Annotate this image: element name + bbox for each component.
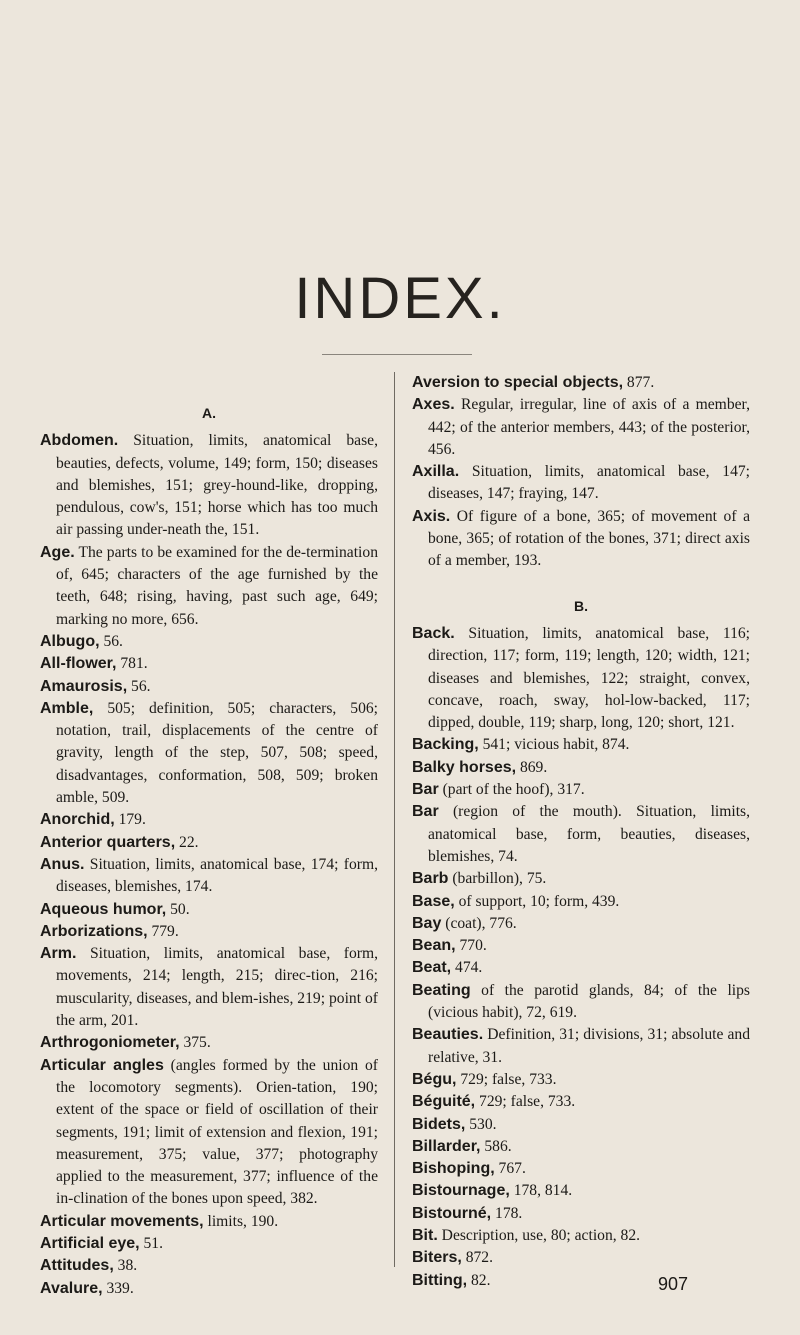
title-rule [322, 354, 472, 355]
index-entry [40, 1255, 378, 1277]
entry-text: Situation, limits, anatomical base, 174; form, diseases, blemishes, 174. [56, 855, 378, 896]
right-entries-a [412, 372, 750, 573]
entry-text: 50. [166, 900, 190, 918]
entry-text: 872. [461, 1249, 493, 1267]
entry-text: 56. [127, 677, 151, 695]
entry-heading: Bay [412, 914, 442, 932]
entry-heading: Albugo, [40, 632, 100, 650]
entry-heading: Bégu, [412, 1070, 457, 1088]
index-entry [40, 832, 378, 854]
left-entries [40, 430, 378, 1300]
entry-heading: Bistourné, [412, 1204, 492, 1222]
entry-heading: Abdomen. [40, 432, 119, 450]
left-column [40, 372, 378, 1300]
entry-text: (angles formed by the union of the locomotory segments). Orien-tation, 190; extent of the space or field of oscillation of their segments, 191; limit of extension and flexion, 191; measurement, 375; value, 377; photography applied to the measurement, 377; influence of the in-clination of the bones upon speed, 382. [56, 1056, 378, 1208]
index-entry [40, 1211, 378, 1233]
entry-text: Of figure of a bone, 365; of movement of a bone, 365; of rotation of the bones, 371; direct axis of a member, 193. [428, 507, 750, 570]
entry-text: 178. [491, 1204, 523, 1222]
entry-text: 781. [116, 655, 148, 673]
entry-text: (barbillon), 75. [448, 870, 547, 888]
entry-heading: Age. [40, 543, 75, 561]
index-entry [40, 1032, 378, 1054]
entry-text: 51. [139, 1234, 163, 1252]
entry-text: 586. [480, 1137, 512, 1155]
index-entry [412, 957, 750, 979]
entry-heading: Biters, [412, 1249, 462, 1267]
right-entries-b [412, 623, 750, 1292]
entry-heading: Aqueous humor, [40, 900, 167, 918]
index-entry [412, 1180, 750, 1202]
entry-heading: Axilla. [412, 463, 460, 481]
entry-text: 729; false, 733. [456, 1070, 557, 1088]
index-entry [412, 394, 750, 461]
index-entry [40, 899, 378, 921]
index-entry [40, 809, 378, 831]
index-entry [412, 1069, 750, 1091]
entry-heading: Arm. [40, 945, 77, 963]
entry-heading: Beat, [412, 959, 452, 977]
index-entry [412, 1114, 750, 1136]
section-letter-a: A. [202, 405, 216, 421]
entry-text: Situation, limits, anatomical base, form, movements, 214; length, 215; direc-tion, 216; muscularity, diseases, and blem-ishes, 219; point of the arm, 201. [56, 945, 378, 1030]
entry-text: Situation, limits, anatomical base, 116; direction, 117; form, 119; length, 120; width, 121; diseases and blemishes, 122; straight, convex, concave, roach, sway, hol-low-backed, 117; dipped, double, 119; sharp, long, 120; short, 121. [428, 624, 750, 732]
entry-text: The parts to be examined for the de-termination of, 645; characters of the age furnished by the teeth, 648; rising, having, past such age, 649; marking no more, 656. [56, 543, 378, 628]
entry-heading: Beating [412, 981, 471, 999]
entry-heading: Bit. [412, 1226, 438, 1244]
index-entry [412, 1091, 750, 1113]
entry-text: 729; false, 733. [475, 1093, 576, 1111]
index-entry [412, 935, 750, 957]
entry-heading: Articular movements, [40, 1212, 204, 1230]
index-entry [412, 1136, 750, 1158]
index-entry [40, 698, 378, 809]
entry-text: 179. [114, 811, 146, 829]
entry-text: (region of the mouth). Situation, limits, anatomical base, form, beauties, diseases, blemishes, 74. [428, 803, 750, 865]
entry-heading: Bar [412, 803, 439, 821]
entry-heading: Axis. [412, 507, 451, 525]
entry-heading: Bishoping, [412, 1160, 495, 1178]
entry-text: of support, 10; form, 439. [454, 892, 620, 910]
entry-heading: Balky horses, [412, 758, 517, 776]
index-entry [412, 779, 750, 801]
index-entry [412, 980, 750, 1025]
index-entry [40, 854, 378, 899]
entry-text: 869. [516, 758, 548, 776]
entry-text: Definition, 31; divisions, 31; absolute and relative, 31. [428, 1026, 750, 1066]
entry-heading: Bistournage, [412, 1182, 510, 1200]
page-title: INDEX. [294, 265, 506, 331]
right-column [412, 372, 750, 1292]
entry-heading: Artificial eye, [40, 1234, 140, 1252]
entry-heading: Arthrogoniometer, [40, 1034, 180, 1052]
column-divider [394, 372, 395, 1267]
index-entry [40, 542, 378, 631]
entry-text: Situation, limits, anatomical base, 147; diseases, 147; fraying, 147. [428, 463, 750, 503]
entry-text: 877. [623, 374, 655, 391]
index-entry [412, 891, 750, 913]
entry-text: (coat), 776. [441, 914, 517, 932]
entry-heading: Avalure, [40, 1279, 103, 1297]
entry-heading: Bean, [412, 937, 456, 955]
entry-heading: Amaurosis, [40, 677, 128, 695]
index-entry [40, 676, 378, 698]
entry-heading: Anterior quarters, [40, 833, 176, 851]
index-entry [40, 943, 378, 1032]
index-entry [40, 1233, 378, 1255]
entry-heading: Billarder, [412, 1137, 481, 1155]
entry-text: 22. [175, 833, 199, 851]
entry-heading: Base, [412, 892, 455, 910]
index-entry [412, 1158, 750, 1180]
entry-heading: Attitudes, [40, 1257, 114, 1275]
index-entry [412, 372, 750, 394]
entry-heading: Axes. [412, 396, 455, 414]
page-number: 907 [658, 1274, 689, 1294]
entry-heading: Amble, [40, 699, 94, 717]
index-entry [412, 913, 750, 935]
entry-heading: Bidets, [412, 1115, 466, 1133]
index-entry [412, 506, 750, 573]
entry-heading: Anorchid, [40, 811, 115, 829]
entry-text: of the parotid glands, 84; of the lips (vicious habit), 72, 619. [428, 981, 750, 1022]
index-entry [40, 631, 378, 653]
entry-heading: Anus. [40, 855, 85, 873]
entry-text: 505; definition, 505; characters, 506; notation, trail, displacements of the centre of gravity, length of the step, 507, 508; speed, disadvantages, conformation, 508, 509; broken amble, 509. [56, 699, 378, 807]
entry-text: 38. [113, 1257, 138, 1275]
entry-heading: Articular angles [40, 1056, 164, 1074]
entry-heading: Béguité, [412, 1093, 476, 1111]
entry-text: 770. [455, 937, 487, 955]
entry-text: limits, 190. [203, 1212, 279, 1230]
entry-heading: All-flower, [40, 655, 117, 673]
entry-text: 474. [451, 959, 483, 977]
index-entry [412, 623, 750, 734]
index-entry [412, 801, 750, 868]
entry-heading: Bitting, [412, 1271, 468, 1289]
entry-heading: Barb [412, 870, 449, 888]
index-entry [412, 734, 750, 756]
entry-heading: Aversion to special objects, [412, 374, 624, 391]
entry-heading: Bar [412, 781, 439, 799]
index-entry [40, 653, 378, 675]
entry-text: 178, 814. [509, 1182, 573, 1200]
entry-text: 779. [147, 922, 179, 940]
entry-text: (part of the hoof), 317. [438, 781, 585, 799]
index-entry [412, 1203, 750, 1225]
section-letter-b: B. [574, 597, 588, 614]
entry-heading: Back. [412, 624, 455, 642]
entry-text: 530. [465, 1115, 497, 1133]
index-entry [40, 921, 378, 943]
index-entry [412, 757, 750, 779]
index-entry [412, 1270, 750, 1292]
index-entry [412, 1024, 750, 1069]
entry-text: 541; vicious habit, 874. [478, 736, 630, 754]
entry-text: 82. [467, 1271, 491, 1289]
index-entry [412, 461, 750, 506]
index-entry [40, 1055, 378, 1211]
entry-text: Regular, irregular, line of axis of a member, 442; of the anterior members, 443; of the posterior, 456. [428, 396, 750, 458]
entry-heading: Beauties. [412, 1026, 484, 1044]
index-entry [40, 430, 378, 541]
entry-text: 767. [494, 1160, 526, 1178]
entry-text: 375. [179, 1034, 211, 1052]
entry-text: Situation, limits, anatomical base, beauties, defects, volume, 149; form, 150; diseases and blemishes, 151; grey-hound-like, dropping, pendulous, cow's, 151; horse which has too much air passing under-neath the, 151. [56, 432, 378, 539]
index-entry [40, 1278, 378, 1300]
entry-text: 339. [102, 1279, 134, 1297]
entry-heading: Arborizations, [40, 922, 148, 940]
index-entry [412, 1247, 750, 1269]
index-entry [412, 868, 750, 890]
index-entry [412, 1225, 750, 1247]
entry-heading: Backing, [412, 736, 479, 754]
entry-text: Description, use, 80; action, 82. [437, 1226, 641, 1244]
entry-text: 56. [99, 632, 123, 650]
